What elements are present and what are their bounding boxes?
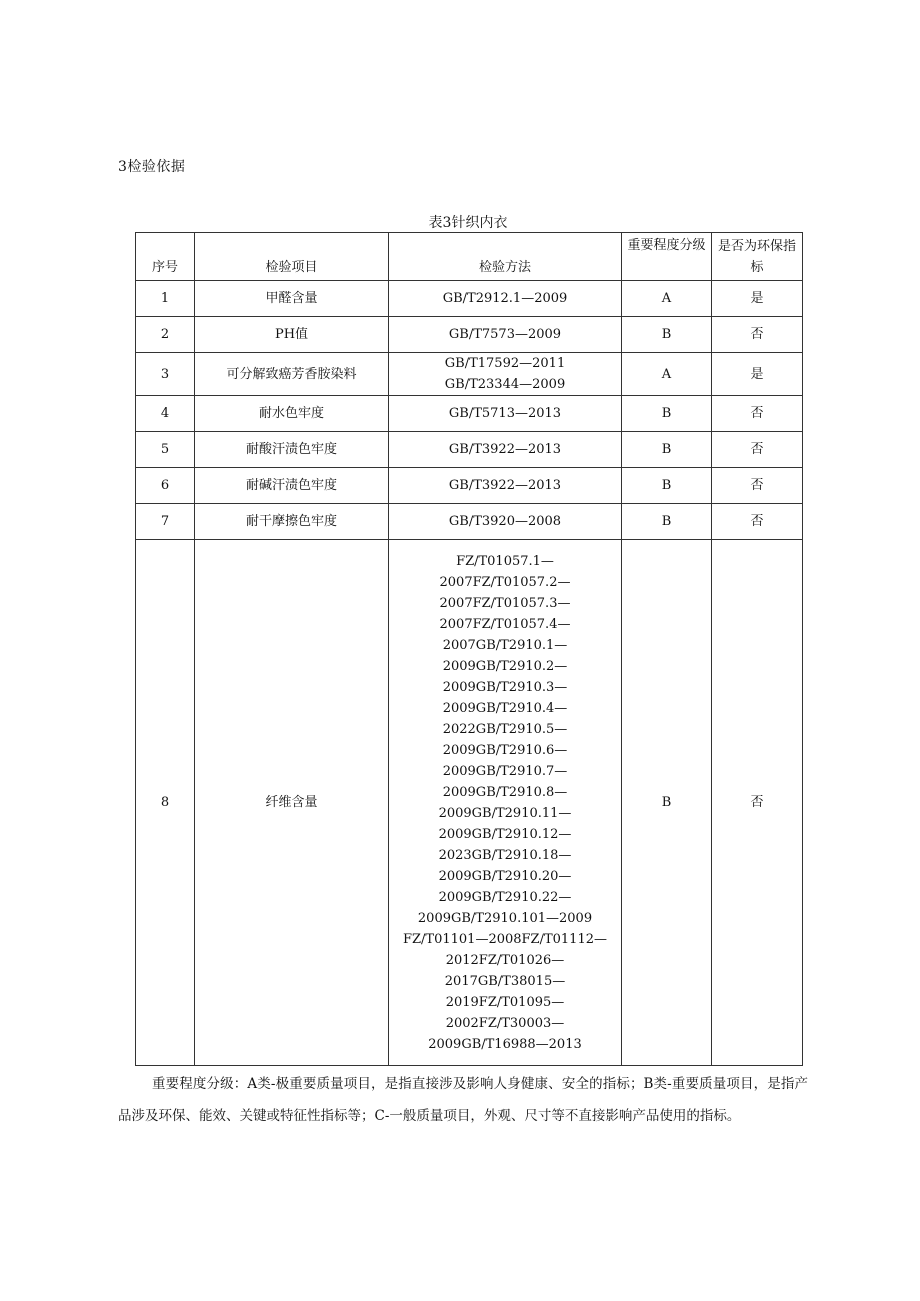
row-no-cell: 1	[136, 281, 195, 317]
header-grade: 重要程度分级	[622, 233, 712, 281]
method-line: 2019FZ/T01095—	[445, 994, 565, 1010]
grading-footnote: 重要程度分级：A类-极重要质量项目，是指直接涉及影响人身健康、安全的指标；B类-重要质量项目，是指产品涉及环保、能效、关键或特征性指标等；C-一般质量项目，外观、尺寸等不直接影响产品使用的指标。	[118, 1076, 808, 1124]
method-line: 2009GB/T2910.22—	[438, 889, 572, 905]
method-line: 2007FZ/T01057.3—	[439, 595, 571, 611]
table-row	[136, 317, 803, 353]
section-heading: 3检验依据	[118, 159, 186, 175]
row-item-cell: 甲醛含量	[195, 281, 389, 317]
method-line: GB/T3922—2013	[448, 442, 562, 457]
method-line: 2007FZ/T01057.4—	[439, 616, 571, 632]
method-line: 2009GB/T2910.12—	[438, 826, 572, 842]
header-env-line1: 是否为环保指	[717, 239, 796, 254]
row-no-cell: 2	[136, 317, 195, 353]
row-item-cell: 纤维含量	[195, 540, 389, 1066]
header-method: 检验方法	[389, 233, 622, 281]
row-no-cell: 6	[136, 468, 195, 504]
row-no-cell: 5	[136, 432, 195, 468]
row-env-cell: 是	[712, 281, 803, 317]
method-line: FZ/T01101—2008FZ/T01112—	[402, 931, 607, 947]
row-method-cell	[389, 540, 622, 1066]
method-line: 2009GB/T2910.7—	[442, 763, 568, 779]
row-grade-cell: B	[622, 432, 712, 468]
method-line: 2002FZ/T30003—	[445, 1015, 565, 1031]
row-method-cell	[389, 468, 622, 504]
method-line: 2009GB/T2910.101—2009	[417, 910, 593, 926]
method-line: 2009GB/T2910.8—	[442, 784, 568, 800]
method-line: 2007GB/T2910.1—	[442, 637, 568, 653]
method-line: 2009GB/T2910.6—	[442, 742, 568, 758]
table-row	[136, 468, 803, 504]
method-line: FZ/T01057.1—	[456, 553, 554, 569]
table-header-row	[136, 233, 803, 281]
method-line: GB/T2912.1—2009	[442, 291, 568, 306]
table-row	[136, 353, 803, 396]
row-grade-cell: B	[622, 468, 712, 504]
method-line: 2012FZ/T01026—	[445, 952, 565, 968]
row-item-cell: 耐碱汗渍色牢度	[195, 468, 389, 504]
header-env-line2: 标	[750, 260, 764, 275]
table-row	[136, 504, 803, 540]
row-env-cell: 否	[712, 504, 803, 540]
row-item-cell: PH值	[195, 317, 389, 353]
method-line: GB/T3922—2013	[448, 478, 562, 493]
row-env-cell: 否	[712, 396, 803, 432]
method-line: 2009GB/T2910.2—	[442, 658, 568, 674]
row-grade-cell: A	[622, 281, 712, 317]
method-line: GB/T17592—2011	[444, 356, 566, 371]
method-line: GB/T5713—2013	[448, 406, 562, 421]
row-env-cell: 是	[712, 353, 803, 396]
row-item-cell: 可分解致癌芳香胺染料	[195, 353, 389, 396]
row-method-cell	[389, 504, 622, 540]
table-caption: 表3针织内衣	[428, 215, 508, 231]
inspection-table	[135, 232, 803, 1066]
row-env-cell: 否	[712, 540, 803, 1066]
row-method-cell	[389, 317, 622, 353]
table-row	[136, 281, 803, 317]
method-line: 2017GB/T38015—	[444, 973, 566, 989]
method-line: 2023GB/T2910.18—	[438, 847, 572, 863]
row-method-cell	[389, 353, 622, 396]
row-item-cell: 耐水色牢度	[195, 396, 389, 432]
method-line: 2009GB/T2910.4—	[442, 700, 568, 716]
table-row	[136, 432, 803, 468]
table-row	[136, 396, 803, 432]
table-row	[136, 540, 803, 1066]
row-grade-cell: A	[622, 353, 712, 396]
method-line: 2022GB/T2910.5—	[442, 721, 568, 737]
row-env-cell: 否	[712, 432, 803, 468]
row-env-cell: 否	[712, 317, 803, 353]
row-method-cell	[389, 281, 622, 317]
row-env-cell: 否	[712, 468, 803, 504]
method-line: GB/T7573—2009	[448, 327, 562, 342]
row-method-cell	[389, 396, 622, 432]
row-grade-cell: B	[622, 396, 712, 432]
method-line: 2009GB/T2910.20—	[438, 868, 572, 884]
method-line: 2007FZ/T01057.2—	[439, 574, 571, 590]
method-line: 2009GB/T2910.11—	[438, 805, 572, 821]
row-grade-cell: B	[622, 540, 712, 1066]
row-item-cell: 耐干摩擦色牢度	[195, 504, 389, 540]
header-no: 序号	[136, 233, 195, 281]
header-env	[712, 233, 803, 281]
method-line: GB/T23344—2009	[444, 377, 566, 392]
method-line: 2009GB/T2910.3—	[442, 679, 568, 695]
row-no-cell: 8	[136, 540, 195, 1066]
row-no-cell: 7	[136, 504, 195, 540]
header-item: 检验项目	[195, 233, 389, 281]
method-line: GB/T3920—2008	[448, 514, 562, 529]
method-line: 2009GB/T16988—2013	[428, 1036, 582, 1052]
row-grade-cell: B	[622, 504, 712, 540]
row-no-cell: 4	[136, 396, 195, 432]
row-no-cell: 3	[136, 353, 195, 396]
row-grade-cell: B	[622, 317, 712, 353]
row-item-cell: 耐酸汗渍色牢度	[195, 432, 389, 468]
row-method-cell	[389, 432, 622, 468]
